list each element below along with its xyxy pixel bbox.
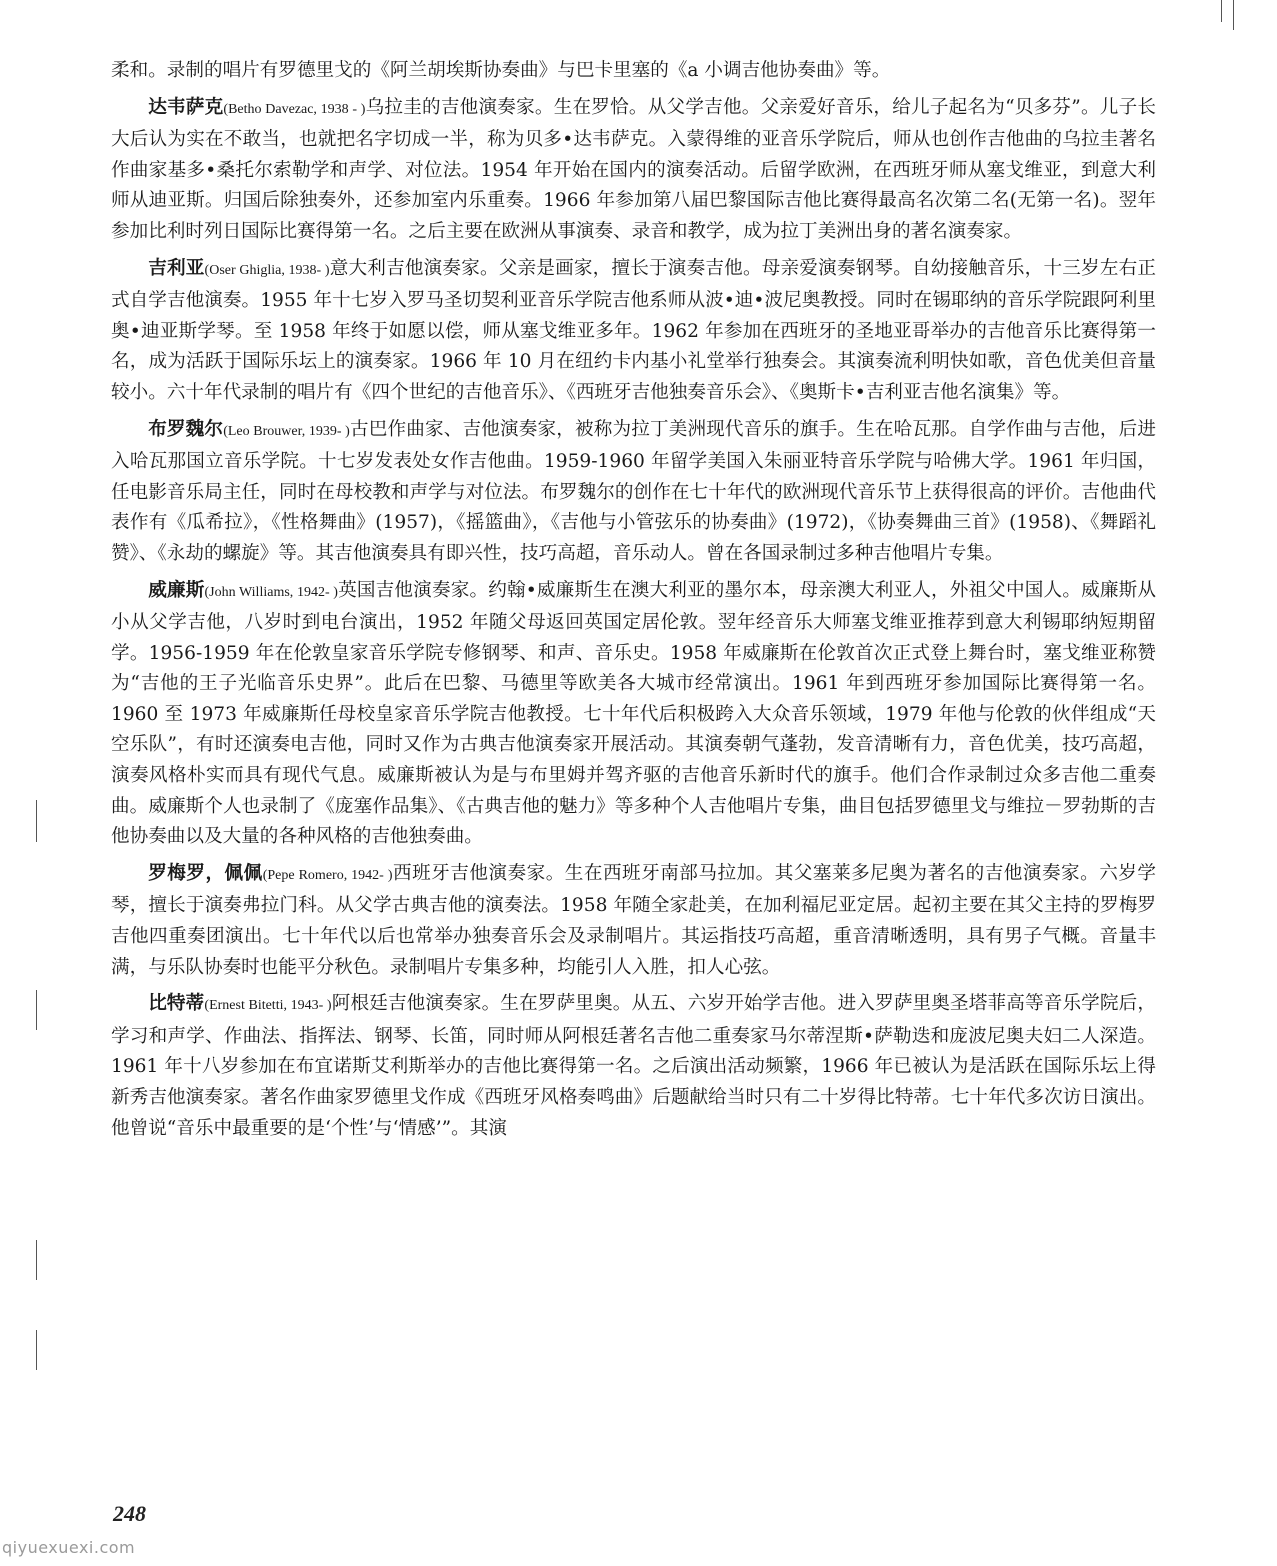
entry-romero — [111, 859, 1156, 983]
corner-scan-mark — [1233, 0, 1234, 30]
entry-body: 古巴作曲家、吉他演奏家，被称为拉丁美洲现代音乐的旗手。生在哈瓦那。自学作曲与吉他，后进入哈瓦那国立音乐学院。十七岁发表处女作吉他曲。1959-1960 年留学美国入朱丽亚特音乐学院与哈佛大学。1961 年归国，任电影音乐局主任，同时在母校教和声学与对位法。布罗魏尔的创作在七十年代的欧洲现代音乐节上获得很高的评价。吉他曲代表作有《瓜希拉》，《性格舞曲》(1957)，《摇篮曲》，《吉他与小管弦乐的协奏曲》(1972)，《协奏舞曲三首》(1958)、《舞蹈礼赞》、《永劫的螺旋》等。其吉他演奏具有即兴性，技巧高超，音乐动人。曾在各国录制过多种吉他唱片专集。 — [111, 418, 1156, 564]
entry-name: 威廉斯 — [148, 579, 205, 601]
entry-meta: (Ernest Bitetti, 1943- ) — [204, 998, 332, 1014]
entry-name: 布罗魏尔 — [148, 418, 224, 440]
entry-williams — [111, 576, 1156, 853]
entry-body: 意大利吉他演奏家。父亲是画家，擅长于演奏吉他。母亲爱演奏钢琴。自幼接触音乐，十三岁左右正式自学吉他演奏。1955 年十七岁入罗马圣切契利亚音乐学院吉他系师从波•迪•波尼奥教授。同时在锡耶纳的音乐学院跟阿利里奥•迪亚斯学琴。至 1958 年终于如愿以偿，师从塞戈维亚多年。1962 年参加在西班牙的圣地亚哥举办的吉他音乐比赛得第一名，成为活跃于国际乐坛上的演奏家。1966 年 10 月在纽约卡内基小礼堂举行独奏会。其演奏流利明快如歌，音色优美但音量较小。六十年代录制的唱片有《四个世纪的吉他音乐》、《西班牙吉他独奏音乐会》、《奥斯卡•吉利亚吉他名演集》等。 — [111, 257, 1156, 403]
watermark: qiyuexuexi.com — [2, 1538, 136, 1557]
paragraph-body: 柔和。录制的唱片有罗德里戈的《阿兰胡埃斯协奏曲》与巴卡里塞的《a 小调吉他协奏曲》等。 — [111, 60, 891, 81]
entry-body: 乌拉圭的吉他演奏家。生在罗恰。从父学吉他。父亲爱好音乐，给儿子起名为“贝多芬”。儿子长大后认为实在不敢当，也就把名字切成一半，称为贝多•达韦萨克。入蒙得维的亚音乐学院后，师从也创作吉他曲的乌拉圭著名作曲家基多•桑托尔索勒学和声学、对位法。1954 年开始在国内的演奏活动。后留学欧洲，在西班牙师从塞戈维亚，到意大利师从迪亚斯。归国后除独奏外，还参加室内乐重奏。1966 年参加第八届巴黎国际吉他比赛得最高名次第二名(无第一名)。翌年参加比利时列日国际比赛得第一名。之后主要在欧洲从事演奏、录音和教学，成为拉丁美洲出身的著名演奏家。 — [111, 96, 1156, 242]
margin-scan-mark — [36, 990, 37, 1030]
entry-ghiglia — [111, 254, 1156, 409]
entry-meta: (Oser Ghiglia, 1938- ) — [204, 262, 330, 278]
entry-name: 吉利亚 — [148, 257, 205, 279]
entry-brouwer — [111, 415, 1156, 570]
entry-name: 比特蒂 — [148, 993, 205, 1015]
entry-body: 英国吉他演奏家。约翰•威廉斯生在澳大利亚的墨尔本，母亲澳大利亚人，外祖父中国人。威廉斯从小从父学吉他，八岁时到电台演出，1952 年随父母返回英国定居伦敦。翌年经音乐大师塞戈维亚推荐到意大利锡耶纳短期留学。1956-1959 年在伦敦皇家音乐学院专修钢琴、和声、音乐史。1958 年威廉斯在伦敦首次正式登上舞台时，塞戈维亚称赞为“吉他的王子光临音乐史界”。此后在巴黎、马德里等欧美各大城市经常演出。1961 年到西班牙参加国际比赛得第一名。1960 至 1973 年威廉斯任母校皇家音乐学院吉他教授。七十年代后积极跨入大众音乐领域，1979 年他与伦敦的伙伴组成“天空乐队”，有时还演奏电吉他，同时又作为古典吉他演奏家开展活动。其演奏朝气蓬勃，发音清晰有力，音色优美，技巧高超，演奏风格朴实而具有现代气息。威廉斯被认为是与布里姆并驾齐驱的吉他音乐新时代的旗手。他们合作录制过众多吉他二重奏曲。威廉斯个人也录制了《庞塞作品集》、《古典吉他的魅力》等多种个人吉他唱片专集，曲目包括罗德里戈与维拉－罗勃斯的吉他协奏曲以及大量的各种风格的吉他独奏曲。 — [111, 579, 1156, 848]
entry-name: 罗梅罗，佩佩 — [148, 862, 263, 884]
margin-scan-mark — [36, 1240, 37, 1280]
entry-meta: (John Williams, 1942- ) — [204, 584, 338, 600]
entry-meta: (Betho Davezac, 1938 - ) — [223, 101, 366, 117]
entry-meta: (Leo Brouwer, 1939- ) — [223, 423, 350, 439]
entry-name: 达韦萨克 — [148, 96, 224, 118]
page-body — [111, 56, 1156, 1144]
entry-meta: (Pepe Romero, 1942- ) — [262, 867, 393, 883]
page-number: 248 — [113, 1501, 146, 1526]
corner-scan-mark — [1221, 0, 1222, 22]
margin-scan-mark — [36, 1330, 37, 1370]
entry-body: 西班牙吉他演奏家。生在西班牙南部马拉加。其父塞莱多尼奥为著名的吉他演奏家。六岁学琴，擅长于演奏弗拉门科。从父学古典吉他的演奏法。1958 年随全家赴美，在加利福尼亚定居。起初主要在其父主持的罗梅罗吉他四重奏团演出。七十年代以后也常举办独奏音乐会及录制唱片。其运指技巧高超，重音清晰透明，具有男子气概。音量丰满，与乐队协奏时也能平分秋色。录制唱片专集多种，均能引人入胜，扣人心弦。 — [111, 862, 1156, 978]
entry-davezac — [111, 93, 1156, 248]
entry-body: 阿根廷吉他演奏家。生在罗萨里奥。从五、六岁开始学吉他。进入罗萨里奥圣塔菲高等音乐学院后，学习和声学、作曲法、指挥法、钢琴、长笛，同时师从阿根廷著名吉他二重奏家马尔蒂涅斯•萨勒迭和庞波尼奥夫妇二人深造。1961 年十八岁参加在布宜诺斯艾利斯举办的吉他比赛得第一名。之后演出活动频繁，1966 年已被认为是活跃在国际乐坛上得新秀吉他演奏家。著名作曲家罗德里戈作成《西班牙风格奏鸣曲》后题献给当时只有二十岁得比特蒂。七十年代多次访日演出。他曾说“音乐中最重要的是‘个性’与‘情感’”。其演 — [111, 993, 1156, 1139]
paragraph-continuation — [111, 56, 1156, 87]
margin-scan-mark — [36, 800, 37, 842]
entry-bitetti — [111, 989, 1156, 1144]
